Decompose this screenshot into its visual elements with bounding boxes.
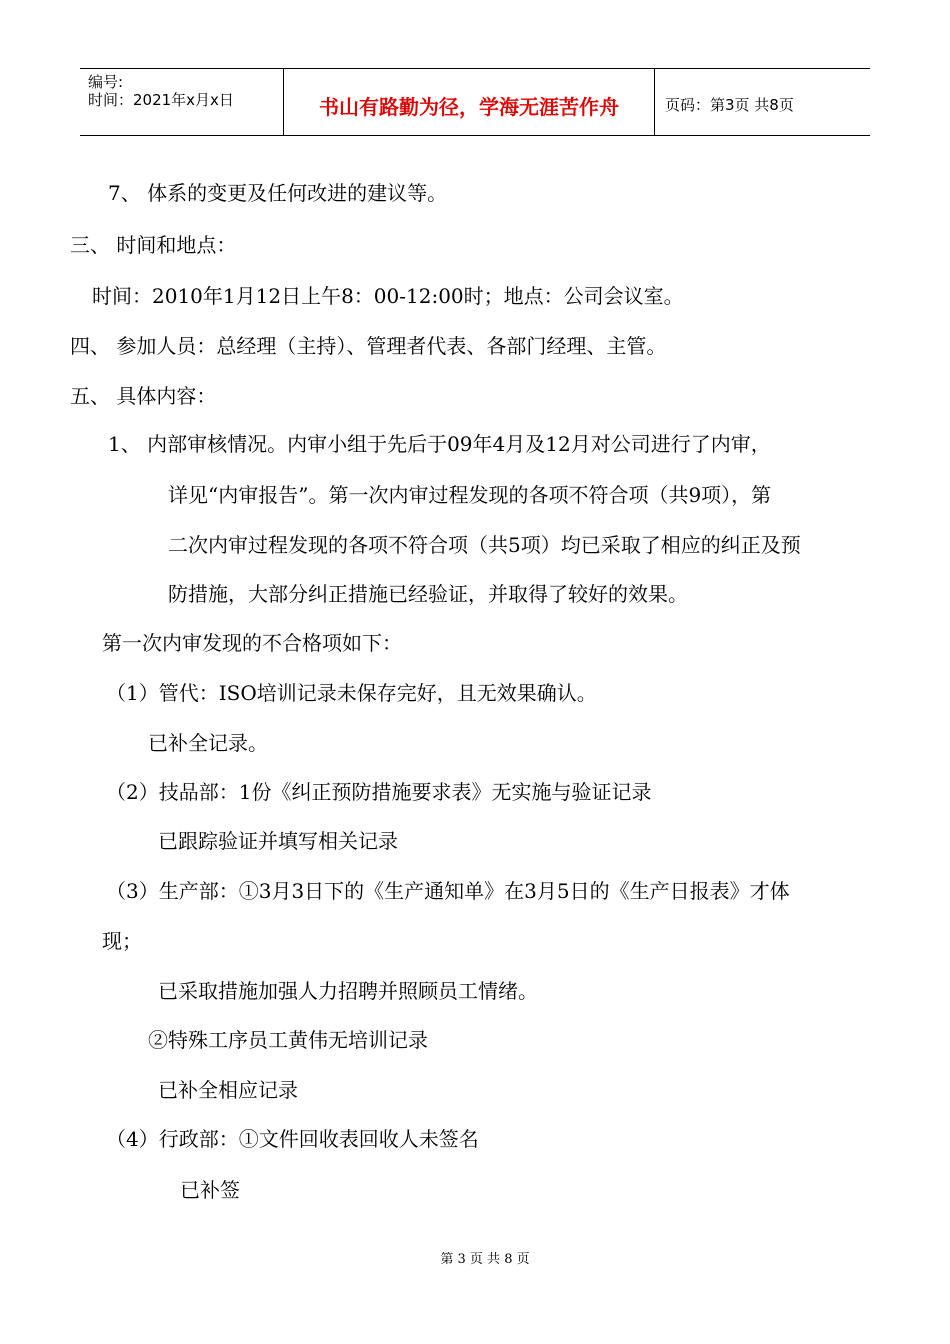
section-heading: 三、 时间和地点：: [70, 233, 237, 257]
text-line: 1、 内部审核情况。内审小组于先后于09年4月及12月对公司进行了内审，: [108, 432, 771, 456]
text-line: 已补全相应记录: [158, 1078, 298, 1102]
text-line: 现；: [102, 929, 142, 953]
text-line: ②特殊工序员工黄伟无培训记录: [148, 1028, 428, 1052]
text-line: 已补签: [180, 1178, 240, 1202]
header-slogan: 书山有路勤为径，学海无涯苦作舟: [283, 69, 655, 135]
number-label: 编号:: [88, 73, 124, 91]
text-line: 详见“内审报告”。第一次内审过程发现的各项不符合项（共9项），第: [168, 483, 772, 507]
header-meta: [80, 69, 283, 135]
list-item: （4）行政部：①文件回收表回收人未签名: [106, 1127, 479, 1151]
text-line: 二次内审过程发现的各项不符合项（共5项）均已采取了相应的纠正及预: [168, 533, 801, 557]
list-item: （3）生产部：①3月3日下的《生产通知单》在3月5日的《生产日报表》才体: [106, 879, 790, 903]
section-heading: 五、 具体内容：: [70, 384, 217, 408]
text-line: 时间：2010年1月12日上午8：00-12:00时；地点：公司会议室。: [92, 284, 684, 308]
section-heading: 四、 参加人员：总经理（主持）、管理者代表、各部门经理、主管。: [70, 334, 667, 358]
text-line: 第一次内审发现的不合格项如下：: [102, 631, 402, 655]
page-footer: 第 3 页 共 8 页: [440, 1252, 530, 1267]
text-line: 已跟踪验证并填写相关记录: [158, 829, 398, 853]
page-header: [80, 68, 870, 136]
text-line: 防措施，大部分纠正措施已经验证，并取得了较好的效果。: [168, 582, 688, 606]
header-page-info: 页码：第3页 共8页: [665, 95, 794, 114]
text-line: 已补全记录。: [148, 731, 268, 755]
list-item: （2）技品部：1份《纠正预防措施要求表》无实施与验证记录: [106, 780, 652, 804]
list-item: （1）管代：ISO培训记录未保存完好，且无效果确认。: [106, 681, 597, 705]
time-label: 时间：2021年x月x日: [88, 91, 234, 109]
text-line: 7、 体系的变更及任何改进的建议等。: [108, 181, 448, 205]
text-line: 已采取措施加强人力招聘并照顾员工情绪。: [158, 979, 538, 1003]
